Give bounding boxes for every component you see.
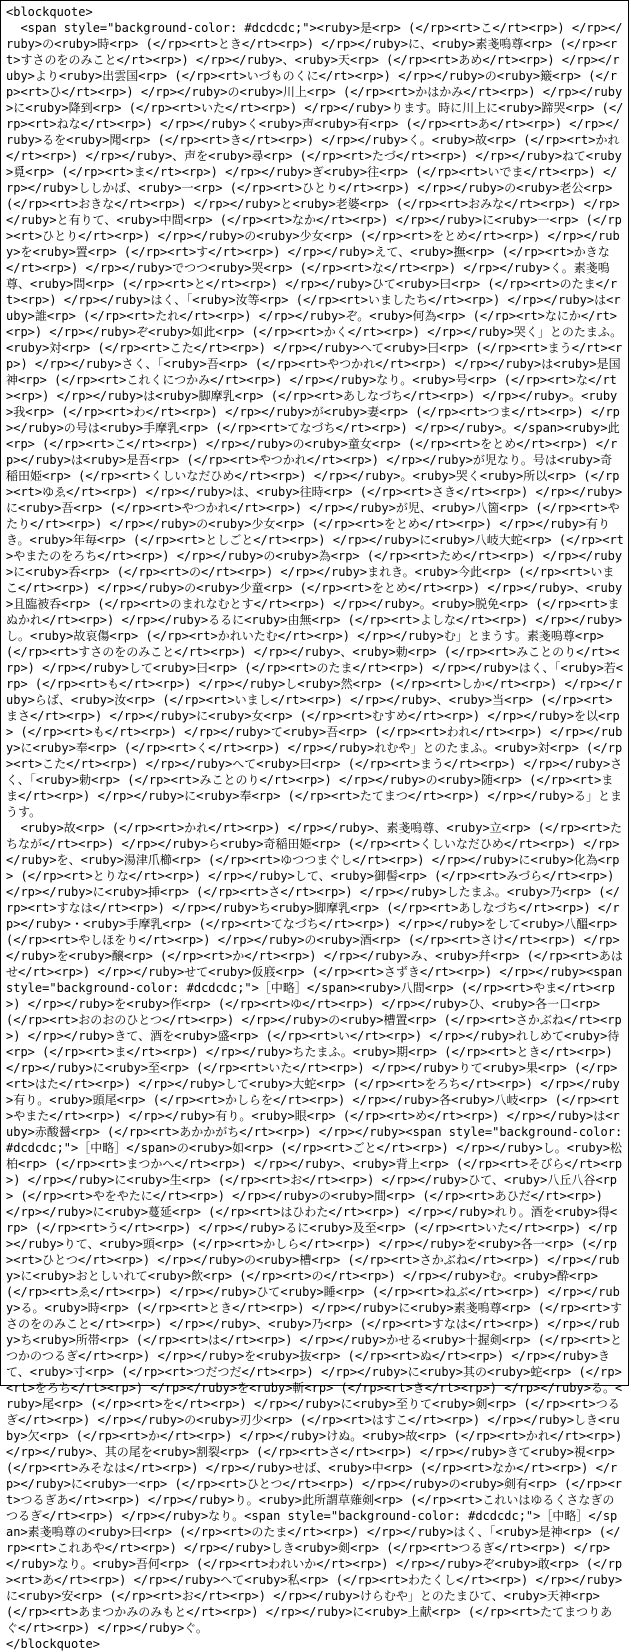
blockquote-close-tag-line: </blockquote> [6, 1637, 100, 1651]
html-source-text [6, 4, 630, 1652]
paragraph-two-source-line: <ruby>故<rp> (</rp><rt>かれ</rt><rp>) </rp></ruby>、素戔嗚尊、<ruby>立<rp> (</rp><rt>たちなが</rt><rp>) </rp></ruby>ら<ruby>奇稲田姫<rp> (</rp><rt>くしいなだひめ</rt><rp>) </rp></ruby>を、<ruby>湯津爪櫛<rp> (</rp><rt>ゆつつまぐし</rt><rp>) </rp></ruby>に<ruby>化為<rp> (</rp><rt>とりな</rt><rp>) </rp></ruby>して、<ruby>御髻<rp> (</rp><rt>みづら</rt><rp>) </rp></ruby>に<ruby>挿<rp> (</rp><rt>さ</rt><rp>) </rp></ruby>したまふ。<ruby>乃<rp> (</rp><rt>すなは</rt><rp>) </rp></ruby>ち<ruby>脚摩乳<rp> (</rp><rt>あしなづち</rt><rp>) </rp></ruby>・<ruby>手摩乳<rp> (</rp><rt>てなづち</rt><rp>) </rp></ruby>をして<ruby>八醞<rp> (</rp><rt>やしほをり</rt><rp>) </rp></ruby>の<ruby>酒<rp> (</rp><rt>さけ</rt><rp>) </rp></ruby>を<ruby>醸<rp> (</rp><rt>か</rt><rp>) </rp></ruby>み、<ruby>幷<rp> (</rp><rt>あはせ</rt><rp>) </rp></ruby>せて<ruby>仮庪<rp> (</rp><rt>さずき</rt><rp>) </rp></ruby><span style="background-color: #dcdcdc;">［中略］</span><ruby>八間<rp> (</rp><rt>やま</rt><rp>) </rp></ruby>を<ruby>作<rp> (</rp><rt>ゆ</rt><rp>) </rp></ruby>ひ、<ruby>各一口<rp> (</rp><rt>おのおのひとつ</rt><rp>) </rp></ruby>の<ruby>槽置<rp> (</rp><rt>さかぶね</rt><rp>) </rp></ruby>きて、酒を<ruby>盛<rp> (</rp><rt>い</rt><rp>) </rp></ruby>れしめて<ruby>待<rp> (</rp><rt>ま</rt><rp>) </rp></ruby>ちたまふ。<ruby>期<rp> (</rp><rt>とき</rt><rp>) </rp></ruby>に<ruby>至<rp> (</rp><rt>いた</rt><rp>) </rp></ruby>りて<ruby>果<rp> (</rp><rt>はた</rt><rp>) </rp></ruby>して<ruby>大蛇<rp> (</rp><rt>をろち</rt><rp>) </rp></ruby>有り。<ruby>頭尾<rp> (</rp><rt>かしらを</rt><rp>) </rp></ruby>各<ruby>八岐<rp> (</rp><rt>やまた</rt><rp>) </rp></ruby>有り。<ruby>眼<rp> (</rp><rt>め</rt><rp>) </rp></ruby>は<ruby>赤酸醤<rp> (</rp><rt>あかかがち</rt><rp>) </rp></ruby><span style="background-color: #dcdcdc;">［中略］</span>の<ruby>如<rp> (</rp><rt>ごと</rt><rp>) </rp></ruby>し。<ruby>松柏<rp> (</rp><rt>まつかへ</rt><rp>) </rp></ruby>、<ruby>背上<rp> (</rp><rt>そびら</rt><rp>) </rp></ruby>に<ruby>生<rp> (</rp><rt>お</rt><rp>) </rp></ruby>ひて、<ruby>八丘八谷<rp> (</rp><rt>やをやたに</rt><rp>) </rp></ruby>の<ruby>間<rp> (</rp><rt>あひだ</rt><rp>) </rp></ruby>に<ruby>蔓延<rp> (</rp><rt>はひわた</rt><rp>) </rp></ruby>れり。酒を<ruby>得<rp> (</rp><rt>う</rt><rp>) </rp></ruby>るに<ruby>及至<rp> (</rp><rt>いた</rt><rp>) </rp></ruby>りて、<ruby>頭<rp> (</rp><rt>かしら</rt><rp>) </rp></ruby>を<ruby>各一<rp> (</rp><rt>ひとつ</rt><rp>) </rp></ruby>の<ruby>槽<rp> (</rp><rt>さかぶね</rt><rp>) </rp></ruby>に<ruby>おとしいれて<ruby>飲<rp> (</rp><rt>の</rt><rp>) </rp></ruby>む。<ruby>酔<rp> (</rp><rt>ゑ</rt><rp>) </rp></ruby>ひて<ruby>睡<rp> (</rp><rt>ねぶ</rt><rp>) </rp></ruby>る。<ruby>時<rp> (</rp><rt>とき</rt><rp>) </rp></ruby>に<ruby>素戔嗚尊<rp> (</rp><rt>すさのをのみこと</rt><rp>) </rp></ruby>、<ruby>乃<rp> (</rp><rt>すなは</rt><rp>) </rp></ruby>ち<ruby>所帯<rp> (</rp><rt>は</rt><rp>) </rp></ruby>かせる<ruby>十握剣<rp> (</rp><rt>とつかのつるぎ</rt><rp>) </rp></ruby>を<ruby>抜<rp> (</rp><rt>ぬ</rt><rp>) </rp></ruby>きて、<ruby>寸<rp> (</rp><rt>つだつだ</rt><rp>) </rp></ruby>に<ruby>其の<ruby>蛇<rp> (</rp><rt>をろち</rt><rp>) </rp></ruby>を<ruby>斬<rp> (</rp><rt>き</rt><rp>) </rp></ruby>る。<ruby>尾<rp> (</rp><rt>を</rt><rp>) </rp></ruby>に<ruby>至りて<ruby>剣<rp> (</rp><rt>つるぎ</rt><rp>) </rp></ruby>の<ruby>刃少<rp> (</rp><rt>はすこ</rt><rp>) </rp></ruby>しき<ruby>欠<rp> (</rp><rt>か</rt><rp>) </rp></ruby>けぬ。<ruby>故<rp> (</rp><rt>かれ</rt><rp>) </rp></ruby>、其の尾を<ruby>割裂<rp> (</rp><rt>さ</rt><rp>) </rp></ruby>きて<ruby>視<rp> (</rp><rt>みそなは</rt><rp>) </rp></ruby>せば、<ruby>中<rp> (</rp><rt>なか</rt><rp>) </rp></ruby>に<ruby>一<rp> (</rp><rt>ひとつ</rt><rp>) </rp></ruby>の<ruby>剣有<rp> (</rp><rt>つるぎあ</rt><rp>) </rp></ruby>り。<ruby>此所謂草薙剣<rp> (</rp><rt>これいはゆるくさなぎのつるぎ</rt><rp>) </rp></ruby>なり。<span style="background-color: #dcdcdc;">［中略］</span>素戔嗚尊の<ruby>曰<rp> (</rp><rt>のたま</rt><rp>) </rp></ruby>はく、「<ruby>是神<rp> (</rp><rt>これあや</rt><rp>) </rp></ruby>しき<ruby>剣<rp> (</rp><rt>つるぎ</rt><rp>) </rp></ruby>なり。<ruby>吾何<rp> (</rp><rt>われいか</rt><rp>) </rp></ruby>ぞ<ruby>敢<rp> (</rp><rt>あ</rt><rp>) </rp></ruby>へて<ruby>私<rp> (</rp><rt>わたくし</rt><rp>) </rp></ruby>に<ruby>安<rp> (</rp><rt>お</rt><rp>) </rp></ruby>けらむや」とのたまひて、<ruby>天神<rp> (</rp><rt>あまつかみのみもと</rt><rp>) </rp></ruby>に<ruby>上献<rp> (</rp><rt>たてまつりあぐ</rt><rp>) </rp></ruby>ぐ。 [6, 821, 630, 1635]
blockquote-open-tag-line: <blockquote> [6, 5, 93, 19]
paragraph-one-source-line: <span style="background-color: #dcdcdc;"><ruby>是<rp> (</rp><rt>こ</rt><rp>) </rp></ruby>の<ruby>時<rp> (</rp><rt>とき</rt><rp>) </rp></ruby>に、<ruby>素戔嗚尊<rp> (</rp><rt>すさのをのみこと</rt><rp>) </rp></ruby>、<ruby>天<rp> (</rp><rt>あめ</rt><rp>) </rp></ruby>より<ruby>出雲国<rp> (</rp><rt>いづものくに</rt><rp>) </rp></ruby>の<ruby>簸<rp> (</rp><rt>ひ</rt><rp>) </rp></ruby>の<ruby>川上<rp> (</rp><rt>かはかみ</rt><rp>) </rp></ruby>に<ruby>降到<rp> (</rp><rt>いた</rt><rp>) </rp></ruby>ります。時に川上に<ruby>蹄哭<rp> (</rp><rt>ねな</rt><rp>) </rp></ruby>く<ruby>声<ruby>有<rp> (</rp><rt>あ</rt><rp>) </rp></ruby>るを<ruby>聞<rp> (</rp><rt>き</rt><rp>) </rp></ruby>く。<ruby>故<rp> (</rp><rt>かれ</rt><rp>) </rp></ruby>、声を<ruby>尋<rp> (</rp><rt>たづ</rt><rp>) </rp></ruby>ねて<ruby>覓<rp> (</rp><rt>ま</rt><rp>) </rp></ruby>ぎ<ruby>往<rp> (</rp><rt>いでま</rt><rp>) </rp></ruby>ししかば、<ruby>一<rp> (</rp><rt>ひとり</rt><rp>) </rp></ruby>の<ruby>老公<rp> (</rp><rt>おきな</rt><rp>) </rp></ruby>と<ruby>老婆<rp> (</rp><rt>おみな</rt><rp>) </rp></ruby>と有りて、<ruby>中間<rp> (</rp><rt>なか</rt><rp>) </rp></ruby>に<ruby>一<rp> (</rp><rt>ひとり</rt><rp>) </rp></ruby>の<ruby>少女<rp> (</rp><rt>をとめ</rt><rp>) </rp></ruby>を<ruby>置<rp> (</rp><rt>す</rt><rp>) </rp></ruby>えて、<ruby>撫<rp> (</rp><rt>かきな</rt><rp>) </rp></ruby>でつつ<ruby>哭<rp> (</rp><rt>な</rt><rp>) </rp></ruby>く。素戔嗚尊、<ruby>問<rp> (</rp><rt>と</rt><rp>) </rp></ruby>ひて<ruby>曰<rp> (</rp><rt>のたま</rt><rp>) </rp></ruby>はく、「<ruby>汝等<rp> (</rp><rt>いましたち</rt><rp>) </rp></ruby>は<ruby>誰<rp> (</rp><rt>たれ</rt><rp>) </rp></ruby>ぞ。<ruby>何為<rp> (</rp><rt>なにか</rt><rp>) </rp></ruby>ぞ<ruby>如此<rp> (</rp><rt>かく</rt><rp>) </rp></ruby>哭く」とのたまふ。<ruby>対<rp> (</rp><rt>こた</rt><rp>) </rp></ruby>へて<ruby>曰<rp> (</rp><rt>まう</rt><rp>) </rp></ruby>さく、「<ruby>吾<rp> (</rp><rt>やつかれ</rt><rp>) </rp></ruby>は<ruby>是国神<rp> (</rp><rt>これくにつかみ</rt><rp>) </rp></ruby>なり。<ruby>号<rp> (</rp><rt>な</rt><rp>) </rp></ruby>は<ruby>脚摩乳<rp> (</rp><rt>あしなづち</rt><rp>) </rp></ruby>。<ruby>我<rp> (</rp><rt>わ</rt><rp>) </rp></ruby>が<ruby>妻<rp> (</rp><rt>つま</rt><rp>) </rp></ruby>の号は<ruby>手摩乳<rp> (</rp><rt>てなづち</rt><rp>) </rp></ruby>。</span><ruby>此<rp> (</rp><rt>こ</rt><rp>) </rp></ruby>の<ruby>童女<rp> (</rp><rt>をとめ</rt><rp>) </rp></ruby>は<ruby>是吾<rp> (</rp><rt>やつかれ</rt><rp>) </rp></ruby>が児なり。号は<ruby>奇稲田姫<rp> (</rp><rt>くしいなだひめ</rt><rp>) </rp></ruby>。<ruby>哭く<ruby>所以<rp> (</rp><rt>ゆゑ</rt><rp>) </rp></ruby>は、<ruby>往時<rp> (</rp><rt>さき</rt><rp>) </rp></ruby>に<ruby>吾<rp> (</rp><rt>やつかれ</rt><rp>) </rp></ruby>が児、<ruby>八箇<rp> (</rp><rt>やたり</rt><rp>) </rp></ruby>の<ruby>少女<rp> (</rp><rt>をとめ</rt><rp>) </rp></ruby>有りき。<ruby>年毎<rp> (</rp><rt>としごと</rt><rp>) </rp></ruby>に<ruby>八岐大蛇<rp> (</rp><rt>やまたのをろち</rt><rp>) </rp></ruby>の<ruby>為<rp> (</rp><rt>ため</rt><rp>) </rp></ruby>に<ruby>呑<rp> (</rp><rt>の</rt><rp>) </rp></ruby>まれき。<ruby>今此<rp> (</rp><rt>いまこ</rt><rp>) </rp></ruby>の<ruby>少童<rp> (</rp><rt>をとめ</rt><rp>) </rp></ruby>、<ruby>且臨被呑<rp> (</rp><rt>のまれなむとす</rt><rp>) </rp></ruby>。<ruby>脱免<rp> (</rp><rt>まぬかれ</rt><rp>) </rp></ruby>るるに<ruby>由無<rp> (</rp><rt>よしな</rt><rp>) </rp></ruby>し。<ruby>故哀傷<rp> (</rp><rt>かれいたむ</rt><rp>) </rp></ruby>む」とまうす。素戔嗚尊<rp> (</rp><rt>すさのをのみこと</rt><rp>) </rp></ruby>、<ruby>勅<rp> (</rp><rt>みことのり</rt><rp>) </rp></ruby>して<ruby>曰<rp> (</rp><rt>のたま</rt><rp>) </rp></ruby>はく、「<ruby>若<rp> (</rp><rt>も</rt><rp>) </rp></ruby>し<ruby>然<rp> (</rp><rt>しか</rt><rp>) </rp></ruby>らば、<ruby>汝<rp> (</rp><rt>いまし</rt><rp>) </rp></ruby>、<ruby>当<rp> (</rp><rt>まさ</rt><rp>) </rp></ruby>に<ruby>女<rp> (</rp><rt>むすめ</rt><rp>) </rp></ruby>を以<rp> (</rp><rt>も</rt><rp>) </rp></ruby>て<ruby>吾<rp> (</rp><rt>われ</rt><rp>) </rp></ruby>に<ruby>奉<rp> (</rp><rt>く</rt><rp>) </rp></ruby>れむや」とのたまふ。<ruby>対<rp> (</rp><rt>こた</rt><rp>) </rp></ruby>へて<ruby>曰<rp> (</rp><rt>まう</rt><rp>) </rp></ruby>さく、「<ruby>勅<rp> (</rp><rt>みことのり</rt><rp>) </rp></ruby>の<ruby>随<rp> (</rp><rt>まま</rt><rp>) </rp></ruby>に<ruby>奉<rp> (</rp><rt>たてまつ</rt><rp>) </rp></ruby>る」とまうす。 [6, 21, 624, 819]
